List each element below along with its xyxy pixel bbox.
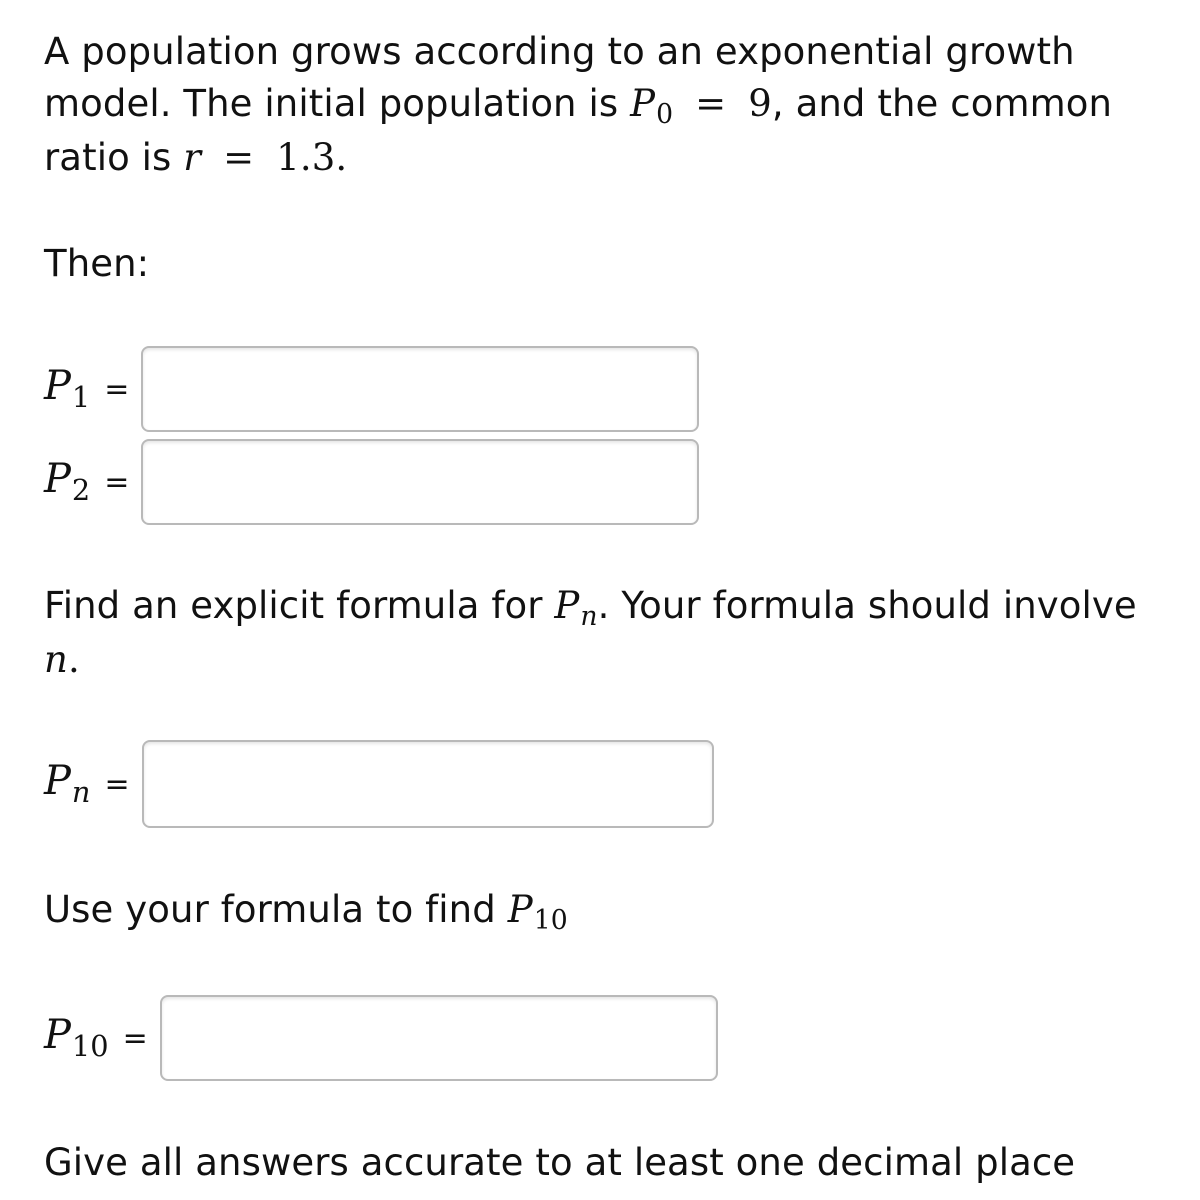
- r-equals: =: [223, 136, 255, 179]
- p2-symbol: P: [44, 456, 71, 503]
- problem-line-3: [44, 132, 347, 184]
- formula-prompt-tail: . Your formula should involve: [597, 584, 1137, 627]
- formula-prompt-symbol: P: [554, 584, 580, 627]
- p0-value: 9: [748, 82, 772, 125]
- pn-label: [44, 758, 91, 810]
- formula-prompt-n: n: [44, 638, 68, 681]
- pn-equals: =: [104, 766, 130, 802]
- p10-symbol: P: [44, 1012, 71, 1059]
- p10-input[interactable]: [160, 995, 718, 1081]
- p0-equals: =: [695, 82, 727, 125]
- p1-equals: =: [104, 371, 130, 407]
- use-formula-text: Use your formula to find: [44, 888, 508, 931]
- use-formula-subscript: 10: [533, 905, 568, 937]
- p10-equals: =: [122, 1020, 148, 1056]
- then-text: Then:: [44, 242, 150, 285]
- problem-intro-text: A population grows according to an exponential growth: [44, 30, 1075, 73]
- r-value: 1.3: [276, 136, 336, 179]
- formula-prompt-period: .: [67, 638, 80, 681]
- then-label: [44, 238, 149, 290]
- p2-subscript: 2: [71, 473, 91, 508]
- use-formula-symbol: P: [507, 888, 533, 931]
- p2-equals: =: [104, 464, 130, 500]
- p1-subscript: 1: [71, 380, 91, 415]
- p2-label: [44, 456, 91, 508]
- p10-subscript: 10: [71, 1029, 109, 1064]
- footer-note-text: Give all answers accurate to at least one decimal place: [44, 1141, 1076, 1184]
- p1-symbol: P: [44, 363, 71, 410]
- p1-label: [44, 363, 91, 415]
- problem-line-1: [44, 26, 1075, 78]
- p2-answer-row: [44, 437, 699, 527]
- formula-prompt-subscript: n: [580, 601, 598, 633]
- pn-answer-row: [44, 739, 714, 829]
- problem-intro-text-2: model. The initial population is: [44, 82, 631, 125]
- p1-input[interactable]: [141, 346, 699, 432]
- footer-note: [44, 1137, 1075, 1189]
- pn-symbol: P: [44, 758, 71, 805]
- problem-intro-tail: , and the common: [771, 82, 1113, 125]
- formula-prompt-text: Find an explicit formula for: [44, 584, 555, 627]
- formula-prompt-line-1: [44, 580, 1137, 643]
- pn-input[interactable]: [142, 740, 714, 828]
- p10-answer-row: [44, 993, 718, 1083]
- problem-ratio-text: ratio is: [44, 136, 184, 179]
- use-formula-line: [44, 884, 568, 947]
- p10-label: [44, 1012, 109, 1064]
- p1-answer-row: [44, 344, 699, 434]
- r-period: .: [335, 136, 348, 179]
- formula-prompt-line-2: [44, 634, 80, 686]
- p0-subscript: 0: [656, 99, 674, 131]
- p2-input[interactable]: [141, 439, 699, 525]
- pn-subscript: n: [71, 775, 91, 810]
- r-symbol: r: [183, 136, 202, 179]
- p0-symbol: P: [630, 82, 656, 125]
